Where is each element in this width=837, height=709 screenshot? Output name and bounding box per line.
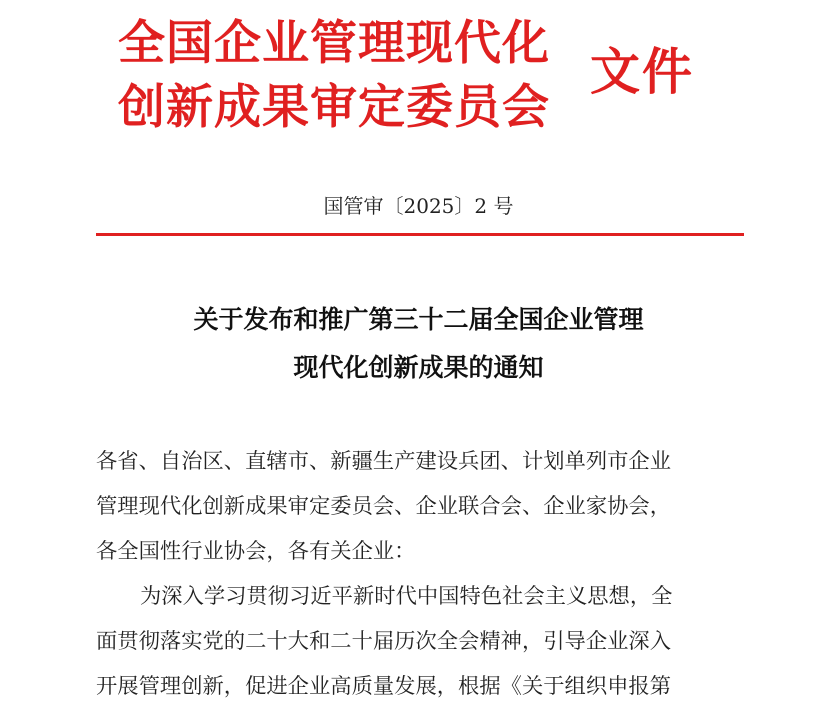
issuer-name-line-2: 创新成果审定委员会 [118, 80, 550, 135]
document-type-label: 文件 [590, 42, 694, 101]
body-line: 管理现代化创新成果审定委员会、企业联合会、企业家协会， [96, 494, 672, 519]
title-line-2: 现代化创新成果的通知 [293, 353, 544, 382]
issuer-name-line-1: 全国企业管理现代化 [118, 16, 550, 71]
body-paragraph-start: 为深入学习贯彻习近平新时代中国特色社会主义思想，全 [140, 584, 673, 609]
document-title [0, 296, 837, 392]
body-line: 开展管理创新，促进企业高质量发展，根据《关于组织申报第 [96, 674, 672, 699]
red-divider-line [96, 233, 744, 236]
body-line: 面贯彻落实党的二十大和二十届历次全会精神，引导企业深入 [96, 629, 672, 654]
document-number: 国管审〔2025〕2 号 [323, 194, 514, 218]
document-body [96, 439, 748, 709]
body-line: 各全国性行业协会，各有关企业： [96, 539, 416, 564]
issuer-name [118, 12, 550, 140]
title-line-1: 关于发布和推广第三十二届全国企业管理 [193, 305, 644, 334]
body-line: 各省、自治区、直辖市、新疆生产建设兵团、计划单列市企业 [96, 449, 672, 474]
